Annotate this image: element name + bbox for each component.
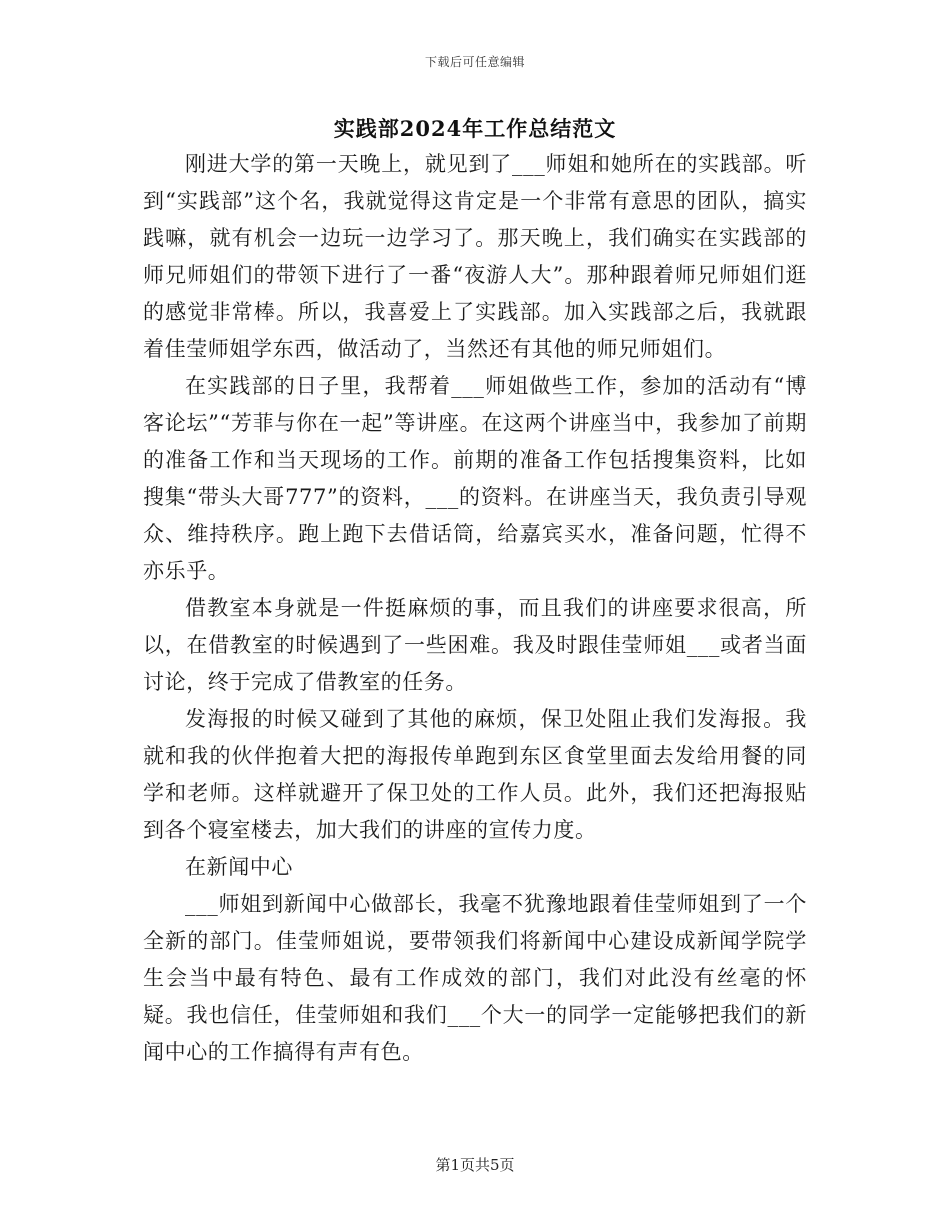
paragraph: ___师姐到新闻中心做部长，我毫不犹豫地跟着佳莹师姐到了一个全新的部门。佳莹师姐说，要带领我们将新闻中心建设成新闻学院学生会当中最有特色、最有工作成效的部门，我们对此没有丝毫的怀疑。我也信任，佳莹师姐和我们___个大一的同学一定能够把我们的新闻中心的工作搞得有声有色。 <box>143 892 807 1064</box>
paragraph: 刚进大学的第一天晚上，就见到了___师姐和她所在的实践部。听到“实践部”这个名，我就觉得这肯定是一个非常有意思的团队，搞实践嘛，就有机会一边玩一边学习了。那天晚上，我们确实在实践部的师兄师姐们的带领下进行了一番“夜游人大”。那种跟着师兄师姐们逛的感觉非常棒。所以，我喜爱上了实践部。加入实践部之后，我就跟着佳莹师姐学东西，做活动了，当然还有其他的师兄师姐们。 <box>143 152 807 361</box>
section-heading: 在新闻中心 <box>185 855 293 879</box>
header-note: 下载后可任意编辑 <box>424 55 525 69</box>
paragraph: 发海报的时候又碰到了其他的麻烦，保卫处阻止我们发海报。我就和我的伙伴抱着大把的海报传单跑到东区食堂里面去发给用餐的同学和老师。这样就避开了保卫处的工作人员。此外，我们还把海报贴到各个寝室楼去，加大我们的讲座的宣传力度。 <box>143 707 807 842</box>
paragraph: 借教室本身就是一件挺麻烦的事，而且我们的讲座要求很高，所以，在借教室的时候遇到了一些困难。我及时跟佳莹师姐___或者当面讨论，终于完成了借教室的任务。 <box>143 596 807 694</box>
document-body <box>143 146 807 1071</box>
document-title: 实践部2024年工作总结范文 <box>333 116 617 141</box>
paragraph: 在实践部的日子里，我帮着___师姐做些工作，参加的活动有“博客论坛”“芳菲与你在一起”等讲座。在这两个讲座当中，我参加了前期的准备工作和当天现场的工作。前期的准备工作包括搜集资料，比如搜集“带头大哥777”的资料，___的资料。在讲座当天，我负责引导观众、维持秩序。跑上跑下去借话筒，给嘉宾买水，准备问题，忙得不亦乐乎。 <box>143 374 807 583</box>
page-indicator: 第1页共5页 <box>435 1156 515 1174</box>
